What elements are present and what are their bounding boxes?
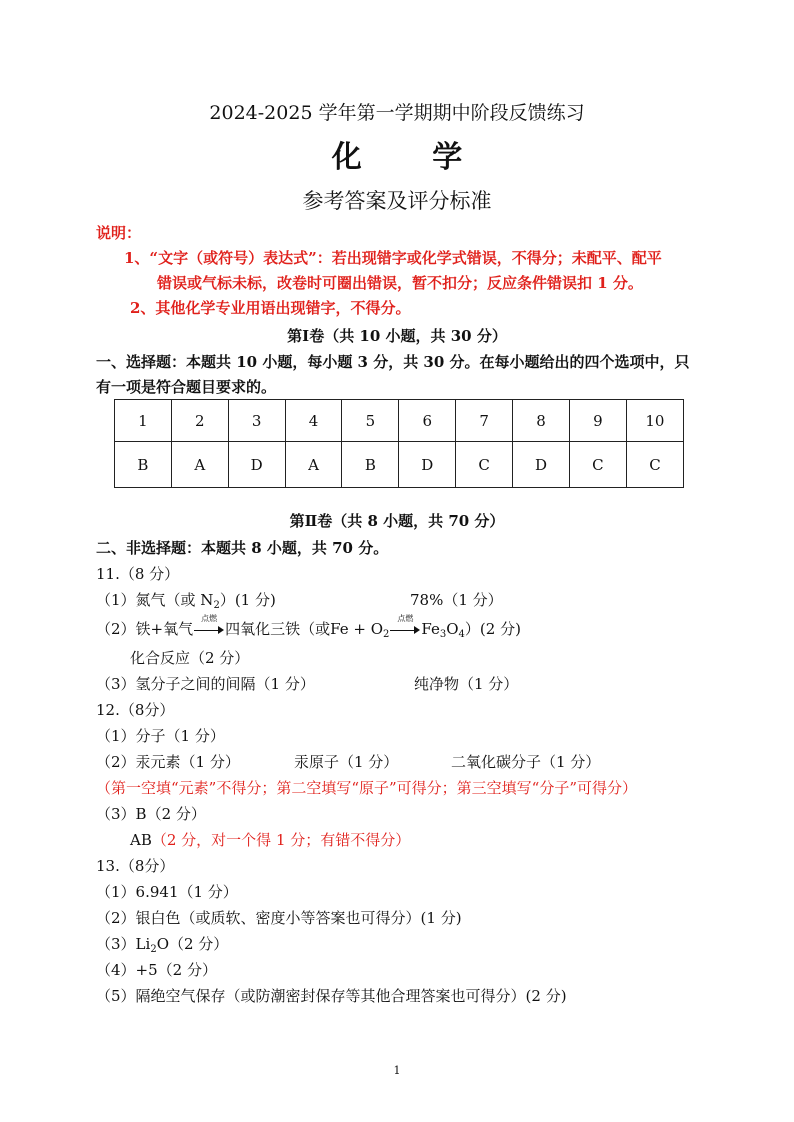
q11-2-equation xyxy=(96,614,521,646)
q11-1-answer-b: 78%（1 分） xyxy=(410,591,503,609)
text: O（2 分） xyxy=(156,935,229,953)
q12-3-answer: （3）B（2 分） xyxy=(96,805,206,823)
subscript: 2 xyxy=(383,629,390,640)
text: ）(2 分) xyxy=(464,620,521,638)
q12-2-answer-a: （2）汞元素（1 分） xyxy=(96,753,240,771)
text: （1）氮气（或 N xyxy=(96,591,214,609)
q12-heading: 12.（8分） xyxy=(96,701,175,719)
table-row-answers xyxy=(115,442,684,488)
table-cell-answer: C xyxy=(456,442,513,488)
page-number: 1 xyxy=(393,1064,401,1077)
subscript: 2 xyxy=(213,600,220,611)
text: ）(1 分) xyxy=(219,591,276,609)
table-cell-answer: D xyxy=(399,442,456,488)
q12-1-answer: （1）分子（1 分） xyxy=(96,727,225,745)
text: （2）铁+氧气 xyxy=(96,620,194,638)
q11-reaction-type: 化合反应（2 分） xyxy=(130,649,250,667)
q13-3-answer xyxy=(96,933,228,961)
subscript: 4 xyxy=(458,629,465,640)
subject-title: 化 学 xyxy=(331,140,493,175)
table-row-numbers xyxy=(115,400,684,442)
q12-3-answer-b xyxy=(130,829,410,851)
table-cell-answer: C xyxy=(569,442,626,488)
q11-3-answer: （3）氢分子之间的间隔（1 分） xyxy=(96,675,315,693)
text: 四氧化三铁（或Fe + O xyxy=(225,620,383,638)
table-cell-number: 9 xyxy=(569,400,626,442)
page-title: 2024-2025 学年第一学期期中阶段反馈练习 xyxy=(209,102,585,124)
table-cell-number: 8 xyxy=(513,400,570,442)
choice-answer-table xyxy=(114,399,684,488)
part2-title: 第Ⅱ卷（共 8 小题，共 70 分） xyxy=(289,512,505,530)
table-cell-number: 7 xyxy=(456,400,513,442)
q12-2-answer-b: 汞原子（1 分） xyxy=(294,753,399,771)
q11-3-answer-b: 纯净物（1 分） xyxy=(414,675,519,693)
scoring-note: （2 分，对一个得 1 分；有错不得分） xyxy=(151,831,411,849)
table-cell-answer: B xyxy=(115,442,172,488)
part1-instruction-b: 有一项是符合题目要求的。 xyxy=(96,378,277,396)
table-cell-number: 5 xyxy=(342,400,399,442)
part1-title: 第Ⅰ卷（共 10 小题，共 30 分） xyxy=(287,327,507,345)
text: （3）Li xyxy=(96,935,151,953)
subscript: 3 xyxy=(439,629,447,640)
table-cell-number: 2 xyxy=(171,400,228,442)
part2-instruction: 二、非选择题：本题共 8 小题，共 70 分。 xyxy=(96,539,389,557)
subscript: 2 xyxy=(150,944,157,955)
text: AB xyxy=(130,831,152,849)
text: Fe xyxy=(421,620,440,638)
table-cell-answer: D xyxy=(513,442,570,488)
condition-label: 点燃 xyxy=(201,614,218,623)
note-1-line-a: 1、“文字（或符号）表达式”：若出现错字或化学式错误，不得分；未配平、配平 xyxy=(124,249,662,267)
q13-4-answer: （4）+5（2 分） xyxy=(96,961,217,979)
condition-label: 点燃 xyxy=(397,614,414,623)
reaction-arrow xyxy=(390,614,420,637)
notes-label: 说明： xyxy=(96,224,142,242)
table-cell-answer: A xyxy=(171,442,228,488)
table-cell-number: 4 xyxy=(285,400,342,442)
table-cell-answer: D xyxy=(228,442,285,488)
table-cell-answer: A xyxy=(285,442,342,488)
table-cell-number: 10 xyxy=(626,400,683,442)
note-1-line-b: 错误或气标未标，改卷时可圈出错误，暂不扣分；反应条件错误扣 1 分。 xyxy=(157,274,643,292)
q13-1-answer: （1）6.941（1 分） xyxy=(96,883,238,901)
text: O xyxy=(446,620,459,638)
q12-2-scoring-note: （第一空填“元素”不得分；第二空填写“原子”可得分；第三空填写“分子”可得分） xyxy=(96,779,638,797)
table-cell-number: 1 xyxy=(115,400,172,442)
q13-2-answer: （2）银白色（或质软、密度小等答案也可得分）(1 分) xyxy=(96,909,462,927)
reaction-arrow xyxy=(194,614,224,637)
table-cell-answer: C xyxy=(626,442,683,488)
q11-heading: 11.（8 分） xyxy=(96,565,180,583)
q12-2-answer-c: 二氧化碳分子（1 分） xyxy=(451,753,601,771)
part1-instruction-a: 一、选择题：本题共 10 小题，每小题 3 分，共 30 分。在每小题给出的四个选项中，只 xyxy=(96,353,690,371)
table-cell-answer: B xyxy=(342,442,399,488)
subtitle: 参考答案及评分标准 xyxy=(302,189,492,213)
q13-heading: 13.（8分） xyxy=(96,857,175,875)
q11-1-answer xyxy=(96,589,276,617)
table-cell-number: 6 xyxy=(399,400,456,442)
q13-5-answer: （5）隔绝空气保存（或防潮密封保存等其他合理答案也可得分）(2 分) xyxy=(96,987,567,1005)
note-2: 2、其他化学专业用语出现错字，不得分。 xyxy=(130,299,411,317)
table-cell-number: 3 xyxy=(228,400,285,442)
